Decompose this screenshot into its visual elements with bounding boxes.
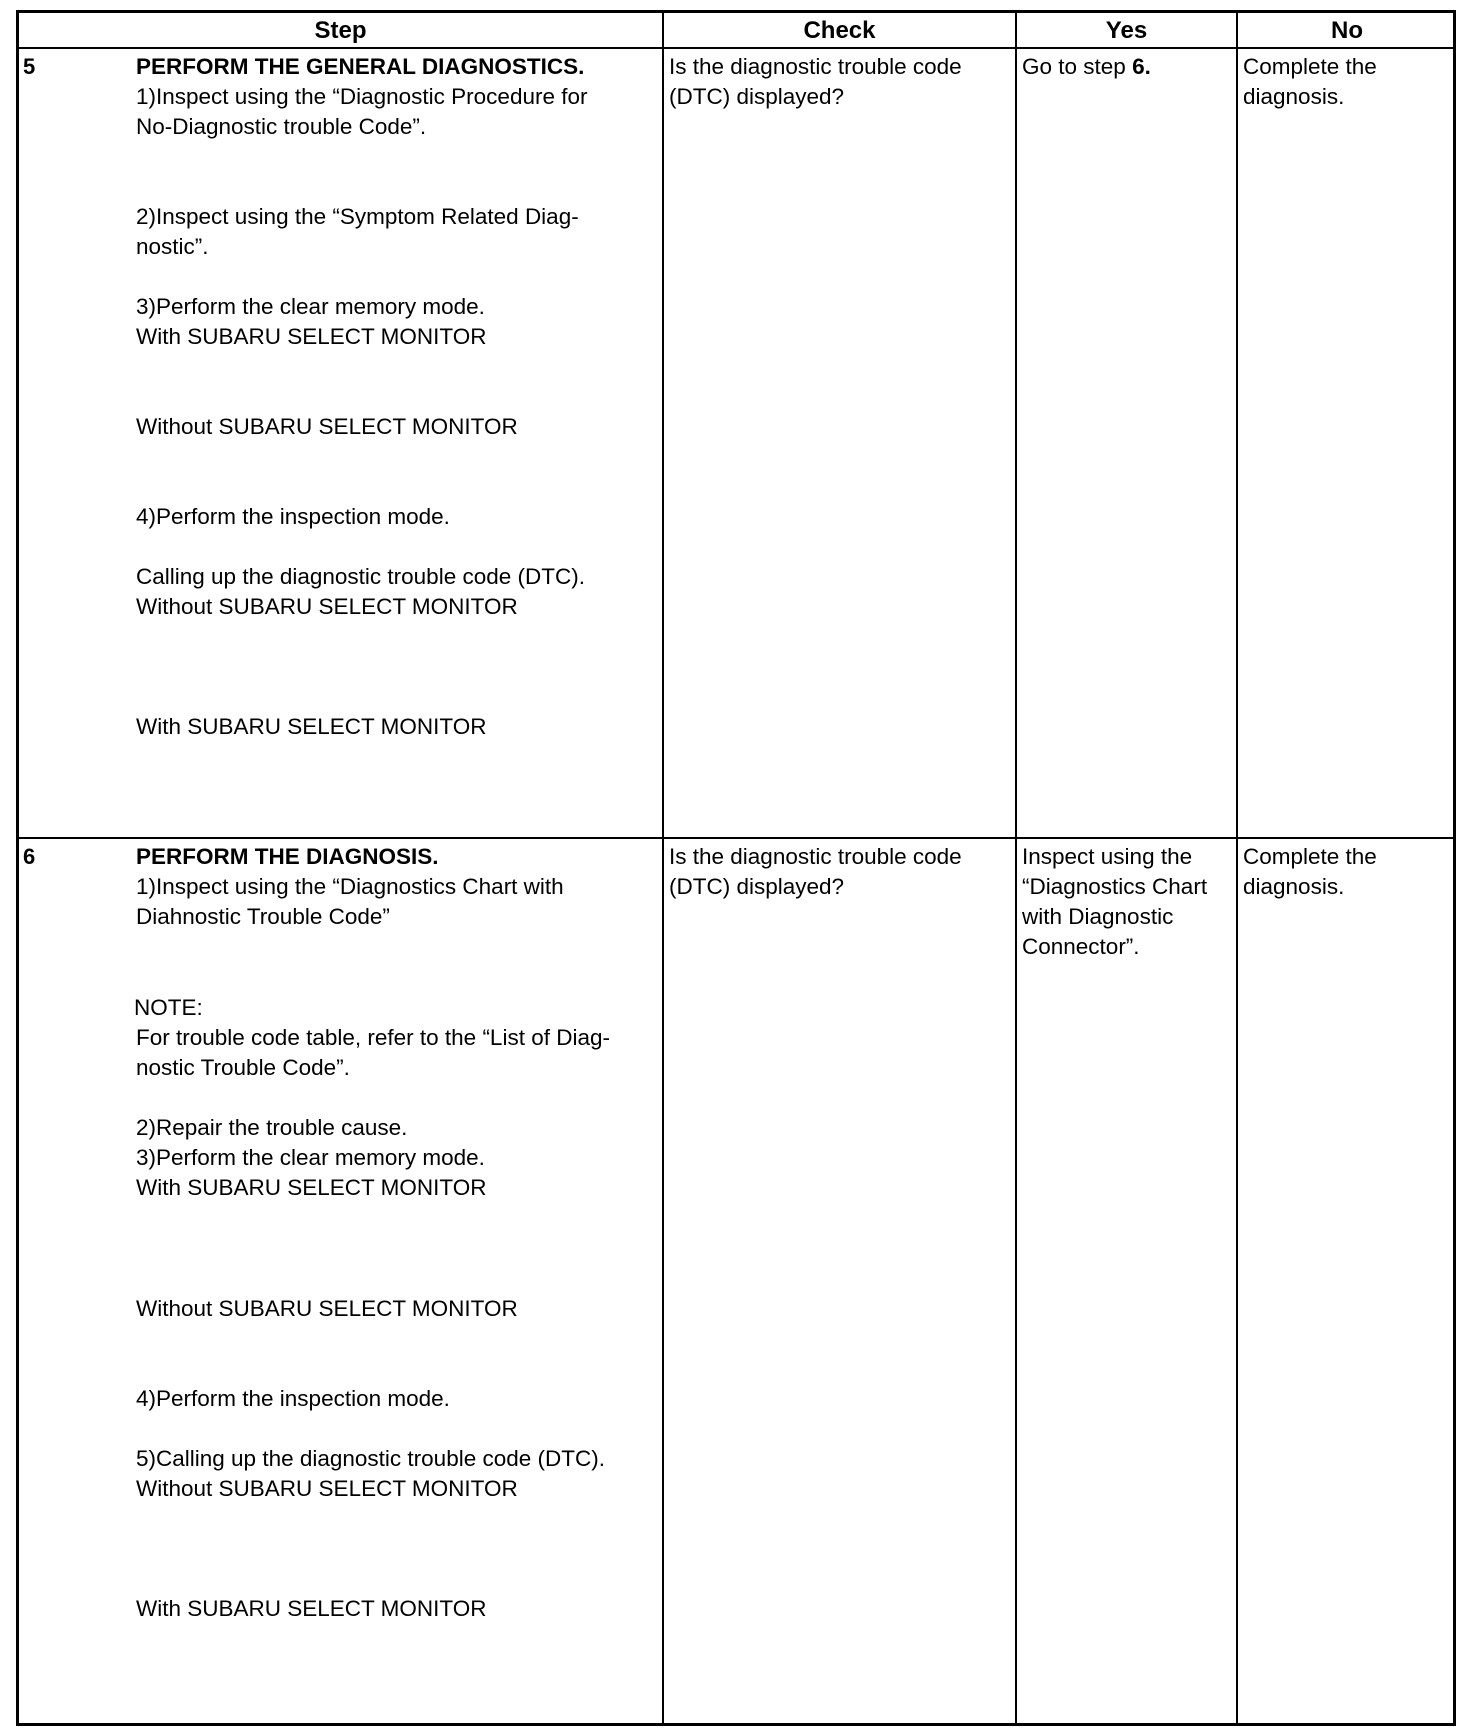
step-title: PERFORM THE DIAGNOSIS. bbox=[136, 844, 439, 869]
yes-action-line: with Diagnostic bbox=[1022, 904, 1174, 929]
step-line: nostic Trouble Code”. bbox=[136, 1055, 350, 1080]
header-check: Check bbox=[803, 17, 876, 44]
step-title: PERFORM THE GENERAL DIAGNOSTICS. bbox=[136, 54, 585, 79]
step-line: nostic”. bbox=[136, 234, 209, 259]
header-yes: Yes bbox=[1105, 17, 1148, 44]
note-label: NOTE: bbox=[134, 995, 203, 1020]
no-action: Complete the diagnosis. bbox=[1243, 844, 1377, 899]
yes-step-ref: 6. bbox=[1132, 54, 1151, 79]
row-divider bbox=[19, 837, 1453, 839]
step-line: 1)Inspect using the “Diagnostic Procedure for bbox=[136, 84, 588, 109]
step-line: Calling up the diagnostic trouble code (DTC). bbox=[136, 564, 585, 589]
yes-action-line: Inspect using the bbox=[1022, 844, 1193, 869]
check-question: Is the diagnostic trouble code (DTC) displayed? bbox=[669, 54, 962, 109]
yes-action bbox=[1022, 52, 1151, 82]
step-line: 3)Perform the clear memory mode. bbox=[136, 294, 485, 319]
step-line: With SUBARU SELECT MONITOR bbox=[136, 714, 487, 739]
step-line: 4)Perform the inspection mode. bbox=[136, 504, 450, 529]
step-number: 6 bbox=[23, 844, 36, 869]
step-line: No-Diagnostic trouble Code”. bbox=[136, 114, 427, 139]
yes-action-line: Connector”. bbox=[1022, 934, 1140, 959]
step-line: With SUBARU SELECT MONITOR bbox=[136, 324, 487, 349]
step-line: With SUBARU SELECT MONITOR bbox=[136, 1175, 487, 1200]
step-line: 2)Repair the trouble cause. bbox=[136, 1115, 408, 1140]
step-line: 1)Inspect using the “Diagnostics Chart with bbox=[136, 874, 564, 899]
check-question: Is the diagnostic trouble code (DTC) displayed? bbox=[669, 844, 962, 899]
step-line: 5)Calling up the diagnostic trouble code (DTC). bbox=[136, 1446, 605, 1471]
header-step: Step bbox=[314, 17, 367, 44]
column-divider bbox=[1015, 13, 1017, 1723]
step-line: With SUBARU SELECT MONITOR bbox=[136, 1596, 487, 1621]
step-line: Diahnostic Trouble Code” bbox=[136, 904, 390, 929]
step-number: 5 bbox=[23, 54, 36, 79]
yes-action-text: Go to step bbox=[1022, 54, 1133, 79]
step-line: 2)Inspect using the “Symptom Related Diag- bbox=[136, 204, 579, 229]
step-line: Without SUBARU SELECT MONITOR bbox=[136, 1476, 518, 1501]
yes-action-line: “Diagnostics Chart bbox=[1022, 874, 1208, 899]
header-divider bbox=[19, 47, 1453, 49]
step-line: 3)Perform the clear memory mode. bbox=[136, 1145, 485, 1170]
header-no: No bbox=[1331, 17, 1363, 44]
step-line: 4)Perform the inspection mode. bbox=[136, 1386, 450, 1411]
step-line: Without SUBARU SELECT MONITOR bbox=[136, 414, 518, 439]
no-action: Complete the diagnosis. bbox=[1243, 54, 1377, 109]
diagnostic-table bbox=[16, 10, 1456, 1726]
step-line: Without SUBARU SELECT MONITOR bbox=[136, 594, 518, 619]
column-divider bbox=[1236, 13, 1238, 1723]
step-line: Without SUBARU SELECT MONITOR bbox=[136, 1296, 518, 1321]
column-divider bbox=[662, 13, 664, 1723]
step-line: For trouble code table, refer to the “List of Diag- bbox=[136, 1025, 610, 1050]
